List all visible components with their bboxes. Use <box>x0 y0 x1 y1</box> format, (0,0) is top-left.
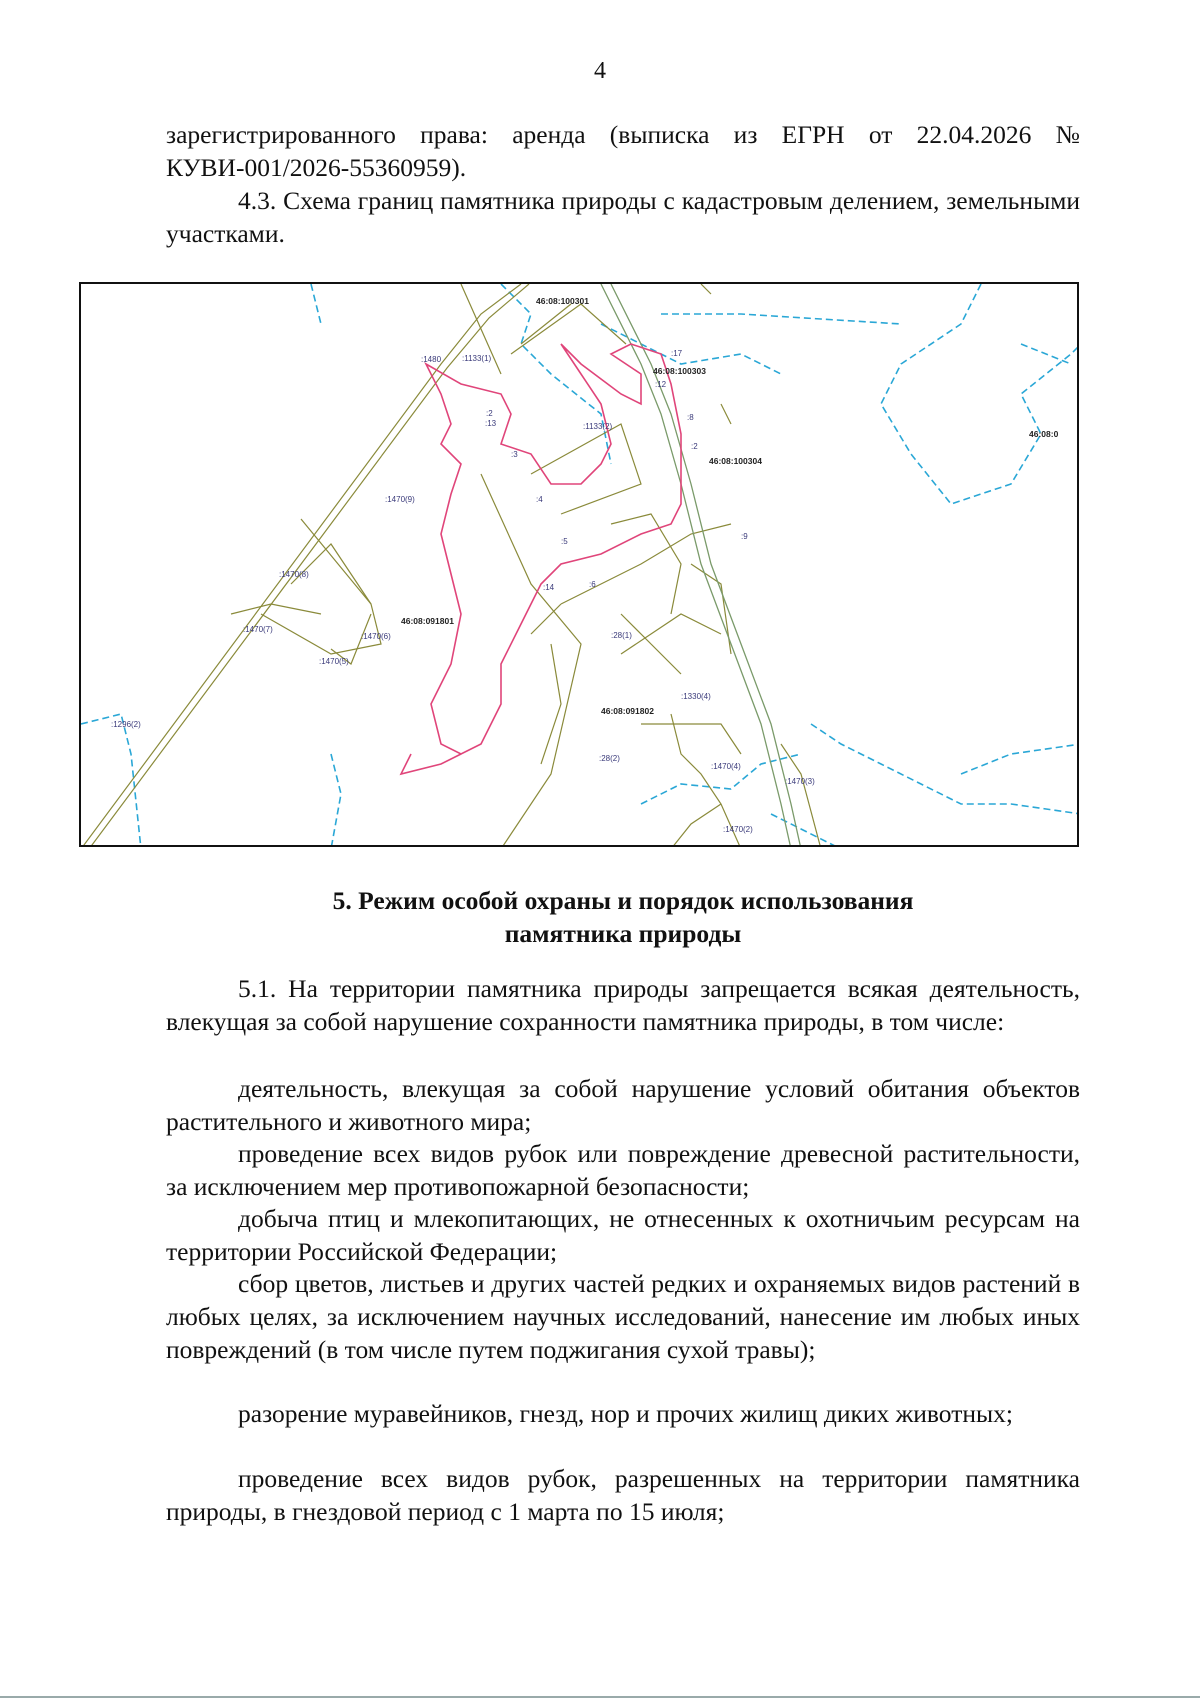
cadastral-map-drawing <box>81 284 1079 847</box>
parcel-label-28-2: :28(2) <box>599 754 620 763</box>
parcel-label-3: :3 <box>511 450 518 459</box>
parcel-label-4: :4 <box>536 495 543 504</box>
parcel-label-1470-3: :1470(3) <box>785 777 815 786</box>
page-number: 4 <box>594 58 606 84</box>
parcel-label-13: :13 <box>485 419 497 428</box>
parcel-label-1296-2: :1296(2) <box>111 720 141 729</box>
block-label-4: 46:08:091801 <box>401 616 454 626</box>
parcel-label-17: :17 <box>671 349 683 358</box>
section-5-title-line1: 5. Режим особой охраны и порядок использования <box>332 886 914 915</box>
block-label-5: 46:08:091802 <box>601 706 654 716</box>
paragraph-plants-text: сбор цветов, листьев и других частей редких и охраняемых видов растений в любых целях, за исключением научных исследований, нанесение им любых иных повреждений (в том числе путем поджигания сухой травы); <box>166 1269 1080 1364</box>
parcel-label-9: :9 <box>741 532 748 541</box>
paragraph-nesting <box>166 1462 1080 1528</box>
parcel-label-2: :2 <box>486 409 493 418</box>
intro-paragraph: зарегистрированного права: аренда (выписка из ЕГРН от 22.04.2026 № КУВИ-001/2026-55360959). <box>166 120 1080 182</box>
block-borders <box>81 284 1079 847</box>
parcel-label-1470-4: :1470(4) <box>711 762 741 771</box>
parcel-label-1470-9: :1470(9) <box>385 495 415 504</box>
parcel-label-1470-8: :1470(8) <box>279 570 309 579</box>
parcel-label-1470-2: :1470(2) <box>723 825 753 834</box>
paragraph-5-1-text: 5.1. На территории памятника природы запрещается всякая деятельность, влекущая за собой нарушение сохранности памятника природы, в том числе: <box>166 974 1080 1036</box>
section-5-title-line2: памятника природы <box>504 919 742 948</box>
parcel-label-1470-6: :1470(6) <box>361 632 391 641</box>
block-label-3: 46:08:100304 <box>709 456 762 466</box>
block-label-2: 46:08:100303 <box>653 366 706 376</box>
paragraph-felling <box>166 1137 1080 1203</box>
item-4-3 <box>166 184 1080 250</box>
parcel-label-5: :5 <box>561 537 568 546</box>
paragraph-anthills-text: разорение муравейников, гнезд, нор и прочих жилищ диких животных; <box>238 1399 1013 1428</box>
parcel-label-1470-5: :1470(5) <box>319 657 349 666</box>
paragraph-anthills <box>166 1397 1080 1430</box>
parcel-label-1330-4: :1330(4) <box>681 692 711 701</box>
paragraph-habitat <box>166 1072 1080 1138</box>
parcel-label-1470-7: :1470(7) <box>243 625 273 634</box>
paragraph-habitat-text: деятельность, влекущая за собой нарушение условий обитания объектов растительного и животного мира; <box>166 1074 1080 1136</box>
parcel-label-1133-2: :1133(2) <box>583 422 613 431</box>
paragraph-hunting-text: добыча птиц и млекопитающих, не отнесенных к охотничьим ресурсам на территории Российской Федерации; <box>166 1204 1080 1266</box>
parcel-lines <box>81 284 821 847</box>
parcel-label-2b: :2 <box>691 442 698 451</box>
parcel-label-28-1: :28(1) <box>611 631 632 640</box>
block-label-6: 46:08:0 <box>1029 429 1059 439</box>
paragraph-nesting-text: проведение всех видов рубок, разрешенных на территории памятника природы, в гнездовой период с 1 марта по 15 июля; <box>166 1464 1080 1526</box>
parcel-label-12: :12 <box>655 380 667 389</box>
section-5-title <box>166 884 1080 950</box>
parcel-label-1133-1: :1133(1) <box>462 354 492 363</box>
paragraph-plants <box>166 1267 1080 1366</box>
cadastral-map <box>79 282 1079 847</box>
paragraph-felling-text: проведение всех видов рубок или повреждение древесной растительности, за исключением мер противопожарной безопасности; <box>166 1139 1080 1201</box>
scan-edge <box>0 1696 1200 1698</box>
parcel-label-14: :14 <box>543 583 555 592</box>
item-4-3-text: 4.3. Схема границ памятника природы с кадастровым делением, земельными участками. <box>166 186 1080 248</box>
paragraph-5-1 <box>166 972 1080 1038</box>
parcel-label-8: :8 <box>687 413 694 422</box>
parcel-label-6: :6 <box>589 580 596 589</box>
paragraph-hunting <box>166 1202 1080 1268</box>
parcel-label-1480: :1480 <box>421 355 442 364</box>
block-label-1: 46:08:100301 <box>536 296 589 306</box>
